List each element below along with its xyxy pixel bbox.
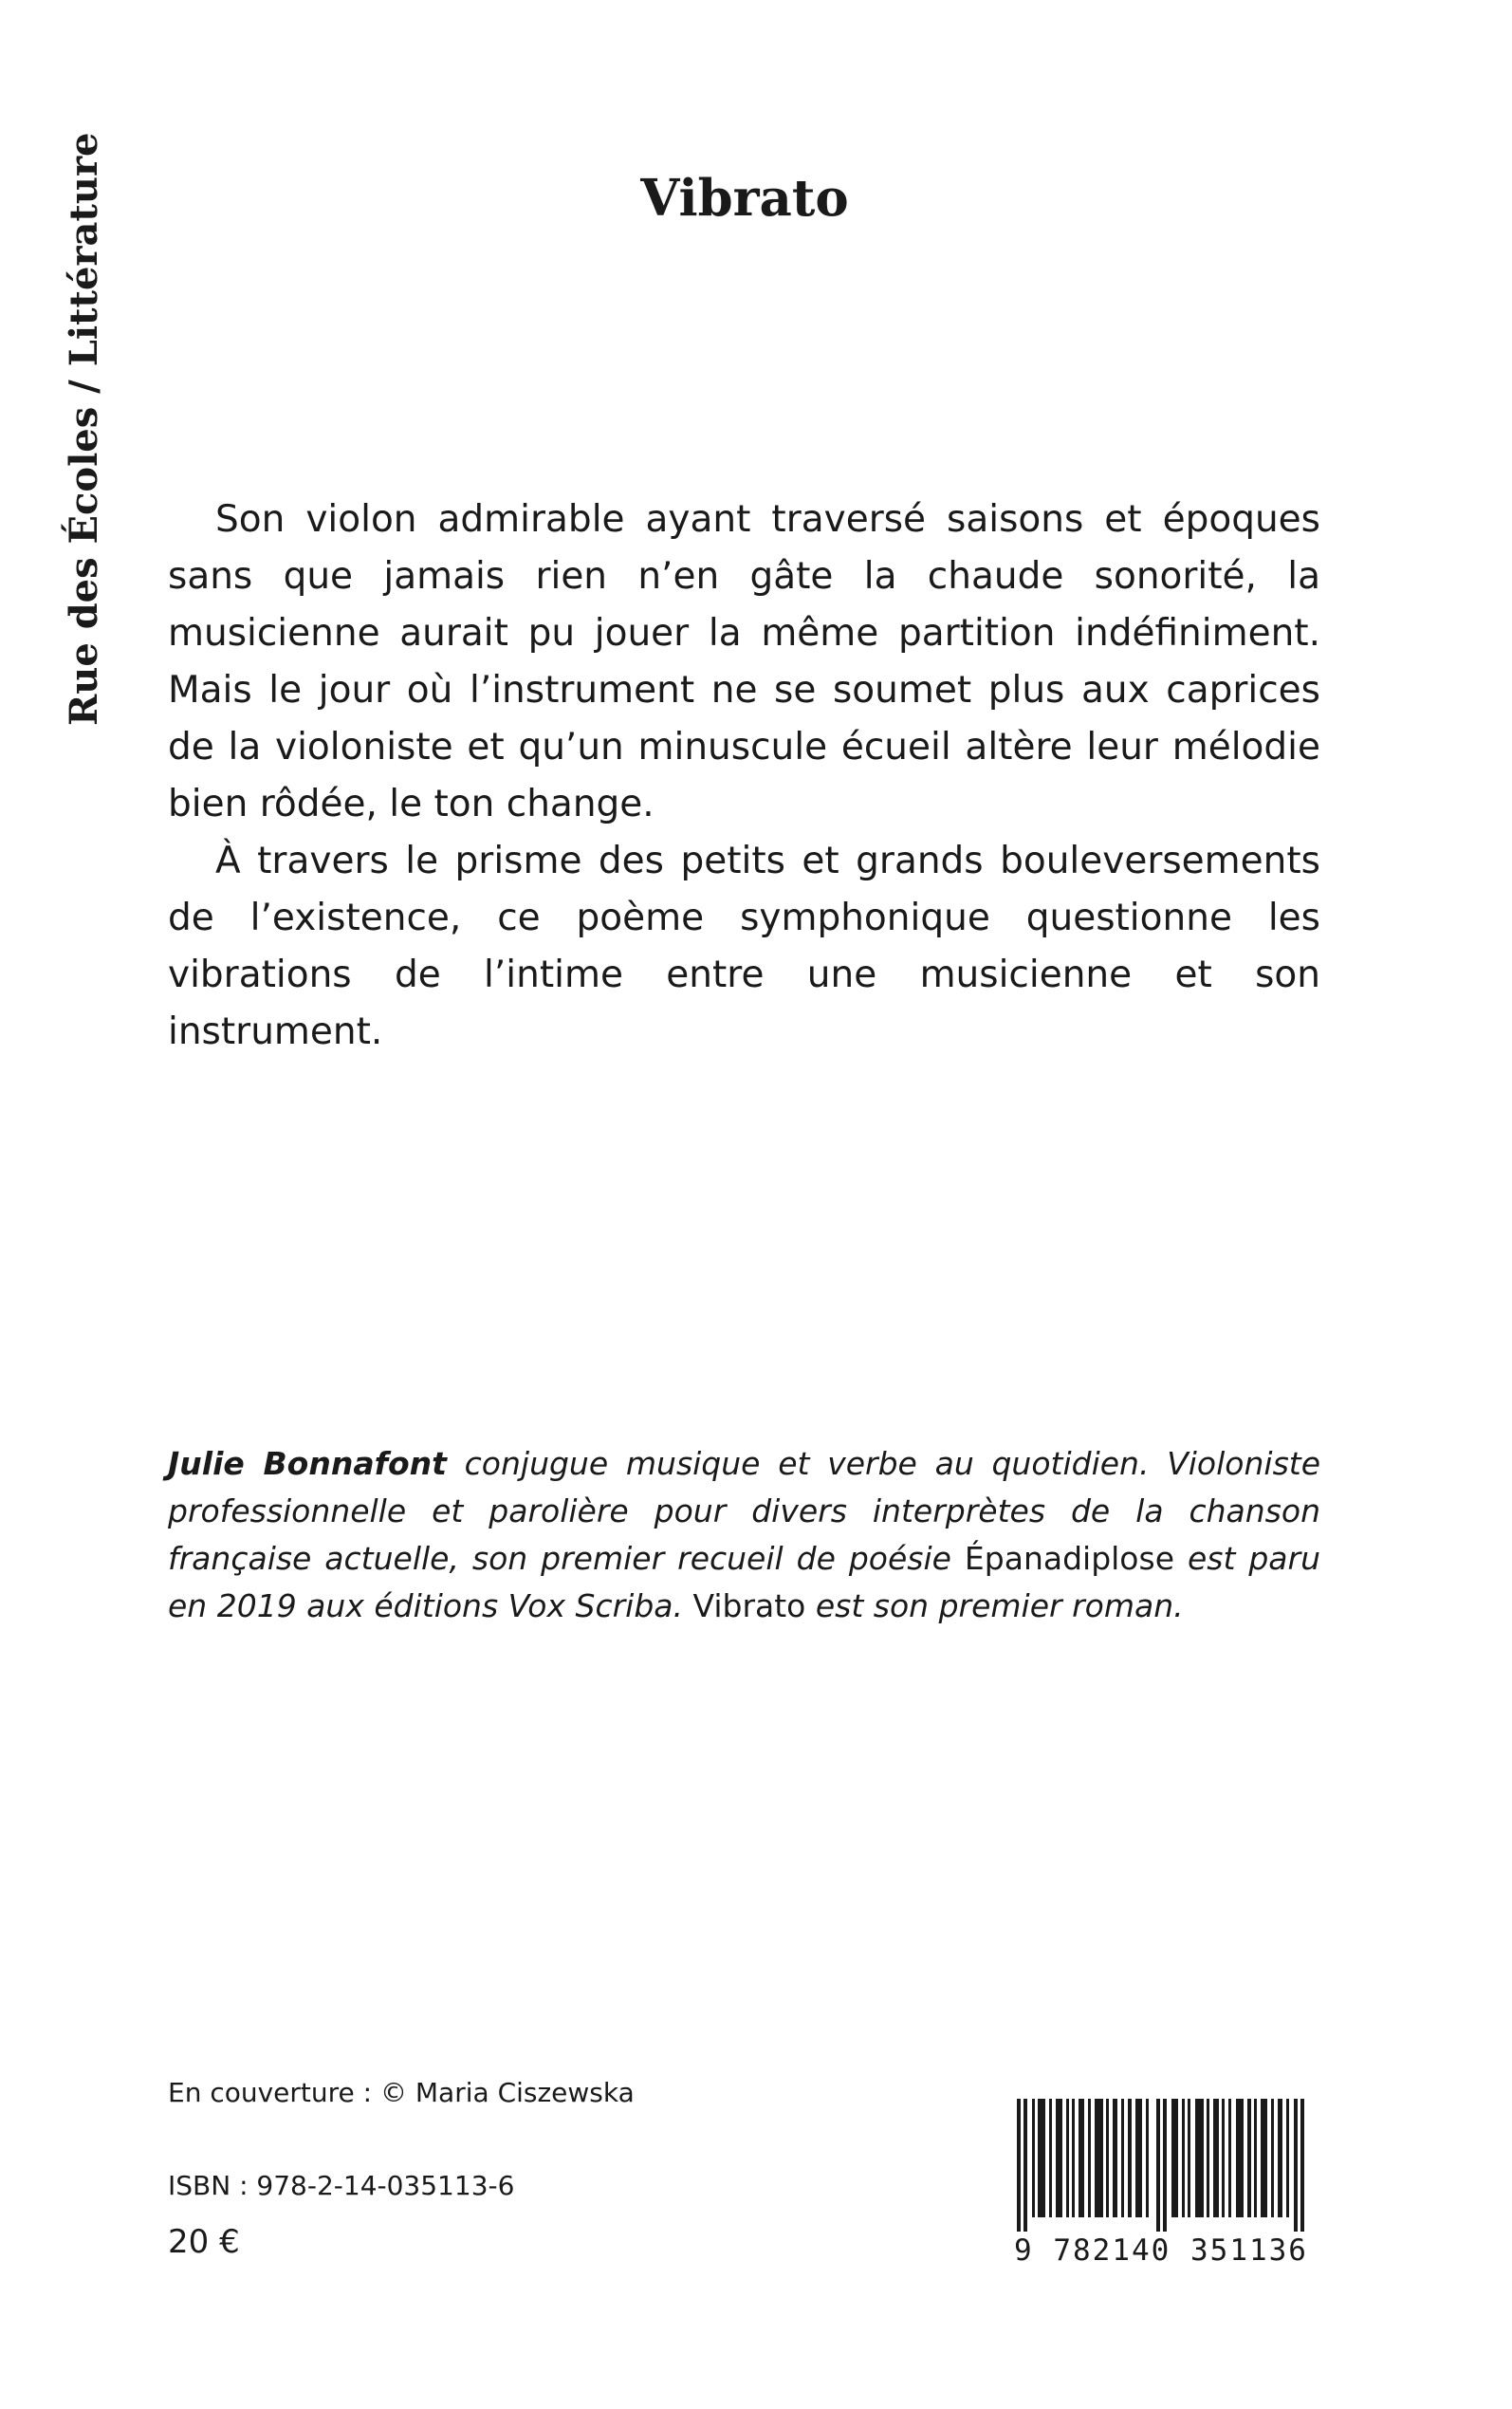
summary [168, 491, 1320, 1061]
summary-paragraph: À travers le prisme des petits et grands bouleversements de l’existence, ce poème symphonique questionne les vibrations de l’intime entre une musicienne et son instrument. [168, 840, 1320, 1053]
bio-text: est son premier roman. [805, 1587, 1184, 1624]
barcode-digits: 9 782140 351136 [1014, 2233, 1308, 2268]
bio-book-title: Épanadiplose [964, 1540, 1174, 1577]
bio-book-title: Vibrato [692, 1587, 806, 1624]
author-bio [168, 1440, 1320, 1630]
bio-text: est paru en 2019 aux éditions Vox Scriba. [168, 1540, 1320, 1624]
spine-collection-text: Rue des Écoles / Littérature [62, 132, 106, 726]
cover-credit: En couverture : © Maria Ciszewska [168, 2077, 635, 2108]
barcode-bars [1009, 2099, 1313, 2232]
author-name: Julie Bonnafont [168, 1445, 447, 1482]
summary-paragraph: Son violon admirable ayant traversé saisons et époques sans que jamais rien n’en gâte la chaude sonorité, la musicienne aurait pu jouer la même partition indéfiniment. Mais le jour où l’instrument ne se soumet plus aux caprices de la violoniste et qu’un minuscule écueil altère leur mélodie bien rôdée, le ton change. [168, 498, 1320, 825]
price: 20 € [168, 2223, 240, 2261]
barcode [1009, 2099, 1313, 2274]
bio-text: conjugue musique et verbe au quotidien. Violoniste professionnelle et parolière pour divers interprètes de la chanson française actuelle, son premier recueil de poésie [168, 1445, 1321, 1577]
isbn: ISBN : 978-2-14-035113-6 [168, 2170, 515, 2201]
book-title: Vibrato [640, 169, 849, 228]
